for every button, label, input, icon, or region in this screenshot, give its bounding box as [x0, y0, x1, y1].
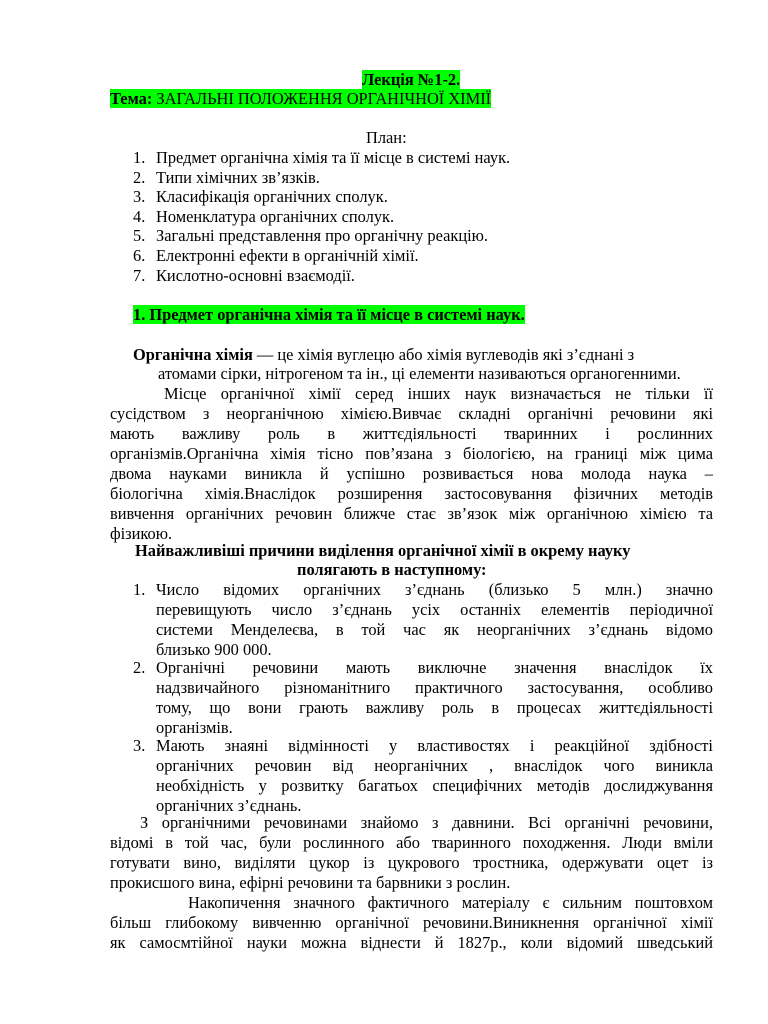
reason-line: близько 900 000. — [156, 640, 272, 659]
reason-line: системи Менделеєва, в той час як неорганічних з’єднань відомо — [156, 620, 713, 639]
plan-item-number: 6. — [133, 245, 146, 265]
paragraph-2-line: прокисшого вина, ефірні речовини та барвники з рослин. — [110, 873, 511, 892]
definition-line-1 — [133, 345, 634, 365]
plan-item — [133, 266, 510, 286]
paragraph-2-line: готувати вино, виділяти цукор із цукрового тростника, одержувати оцет із — [110, 853, 713, 872]
plan-item-text: Предмет органічна хімія та її місце в системі наук. — [156, 148, 511, 167]
plan-item-text: Класифікація органічних сполук. — [156, 187, 388, 207]
reason-line: організмів. — [156, 718, 233, 737]
plan-item — [133, 226, 510, 246]
topic-highlight — [110, 89, 491, 108]
plan-item-number: 1. — [133, 148, 146, 167]
section-heading-highlight: 1. Предмет органічна хімія та її місце в системі наук. — [133, 305, 525, 324]
plan-item — [133, 168, 510, 188]
plan-item — [133, 187, 510, 207]
paragraph-1-line: вивчення органічних речовин ближче стає зв’язок між органічною хімією та — [110, 504, 713, 523]
reason-line: надзвичайного різноманітниго практичного застосування, особливо — [156, 678, 713, 697]
reason-line: Число відомих органічних з’єднань (близько 5 млн.) значно — [156, 580, 713, 599]
section-heading — [133, 305, 525, 325]
plan-item-number: 7. — [133, 265, 146, 285]
paragraph-3-line: як самосмтійної науки можна віднести й 1827р., коли відомий шведський — [110, 933, 713, 952]
plan-item-number: 4. — [133, 206, 146, 226]
paragraph-1-line: фізикою. — [110, 524, 173, 543]
topic-text: ЗАГАЛЬНІ ПОЛОЖЕННЯ ОРГАНІЧНОЇ ХІМІЇ — [152, 89, 492, 108]
plan-item-text: Загальні представлення про органічну реакцію. — [156, 226, 488, 246]
plan-item-text: Кислотно-основні взаємодії. — [156, 265, 355, 285]
paragraph-1 — [110, 384, 713, 544]
reason-line: необхідність у розвитку багатьох специфічних методів дослиджування — [156, 776, 713, 795]
paragraph-1-line: сусідством з неорганічною хімією.Вивчає складні органічні речовини які — [110, 404, 713, 423]
plan-item — [133, 246, 510, 266]
topic-line — [110, 89, 491, 109]
reason-line: органічних речовин від неорганічних , внаслідок чого виникла — [156, 756, 713, 775]
reason-line: органічних з’єднань. — [156, 796, 302, 815]
topic-label: Тема: — [110, 89, 153, 108]
reasons-title-2: полягають в наступному: — [297, 560, 487, 579]
plan-item-number: 3. — [133, 187, 146, 207]
plan-item-text: Типи хімічних зв’язків. — [156, 167, 320, 187]
paragraph-2-line: З органічними речовинами знайомо з давнини. Всі органічні речовини, — [140, 813, 713, 832]
definition-rest: — це хімія вуглецю або хімія вуглеводів які з’єднані з — [252, 345, 635, 364]
reasons-title-1: Найважливіші причини виділення органічної хімії в окрему науку — [135, 541, 631, 560]
paragraph-3-line: Накопичення значного фактичного матеріалу є сильним поштовхом — [188, 893, 713, 912]
paragraph-2-line: відомі в той час, були рослинного або тваринного походження. Люди вміли — [110, 833, 713, 852]
plan-item-number: 2. — [133, 167, 146, 187]
paragraph-1-line: біологічна хімія.Внаслідок розширення застосовування фізичних методів — [110, 484, 713, 503]
paragraph-1-line: Місце органічної хімії серед інших наук визначається не тільки її — [164, 384, 713, 403]
reason-line: тому, що вони грають важливу роль в процесах життєдіяльності — [156, 698, 713, 717]
paragraph-3-line: більш глибокому вивченню органічної речовини.Виникнення органічної хімії — [110, 913, 713, 932]
plan-title: План: — [366, 128, 407, 147]
reason-number: 1. — [133, 580, 146, 599]
paragraph-1-line: двома науками виникла й успішно розвивається нова молода наука – — [110, 464, 713, 483]
reason-item — [133, 580, 713, 660]
lecture-title-highlight: Лекція №1-2. — [362, 70, 461, 89]
plan-item — [133, 207, 510, 227]
reason-line: Мають знаяні відмінності у властивостях і реакційної здібності — [156, 736, 713, 755]
paragraph-1-line: організмів.Органічна хімія тісно пов’язана з біологією, на границі між цима — [110, 444, 713, 463]
reason-number: 2. — [133, 658, 146, 677]
plan-item-text: Електронні ефекти в органічній хімії. — [156, 245, 419, 265]
plan-list — [133, 148, 510, 285]
paragraph-2 — [110, 813, 713, 893]
reason-item — [133, 736, 713, 816]
reason-item — [133, 658, 713, 738]
paragraph-1-line: мають важливу роль в життєдіяльності тваринних і рослинних — [110, 424, 713, 443]
reasons-list — [133, 580, 713, 815]
definition-line-2: атомами сірки, нітрогеном та ін., ці елементи називаються органогенними. — [158, 364, 681, 383]
plan-item-text: Номенклатура органічних сполук. — [156, 206, 395, 226]
definition-term: Органічна хімія — [133, 345, 253, 364]
reason-line: Органічні речовини мають виключне значення внаслідок їх — [156, 658, 713, 677]
reason-line: перевищують число з’єднань усіх останніх елементів періодичної — [156, 600, 713, 619]
paragraph-3 — [110, 893, 713, 953]
reason-number: 3. — [133, 736, 146, 755]
lecture-title — [362, 70, 460, 90]
plan-item — [133, 148, 510, 168]
plan-item-number: 5. — [133, 226, 146, 246]
